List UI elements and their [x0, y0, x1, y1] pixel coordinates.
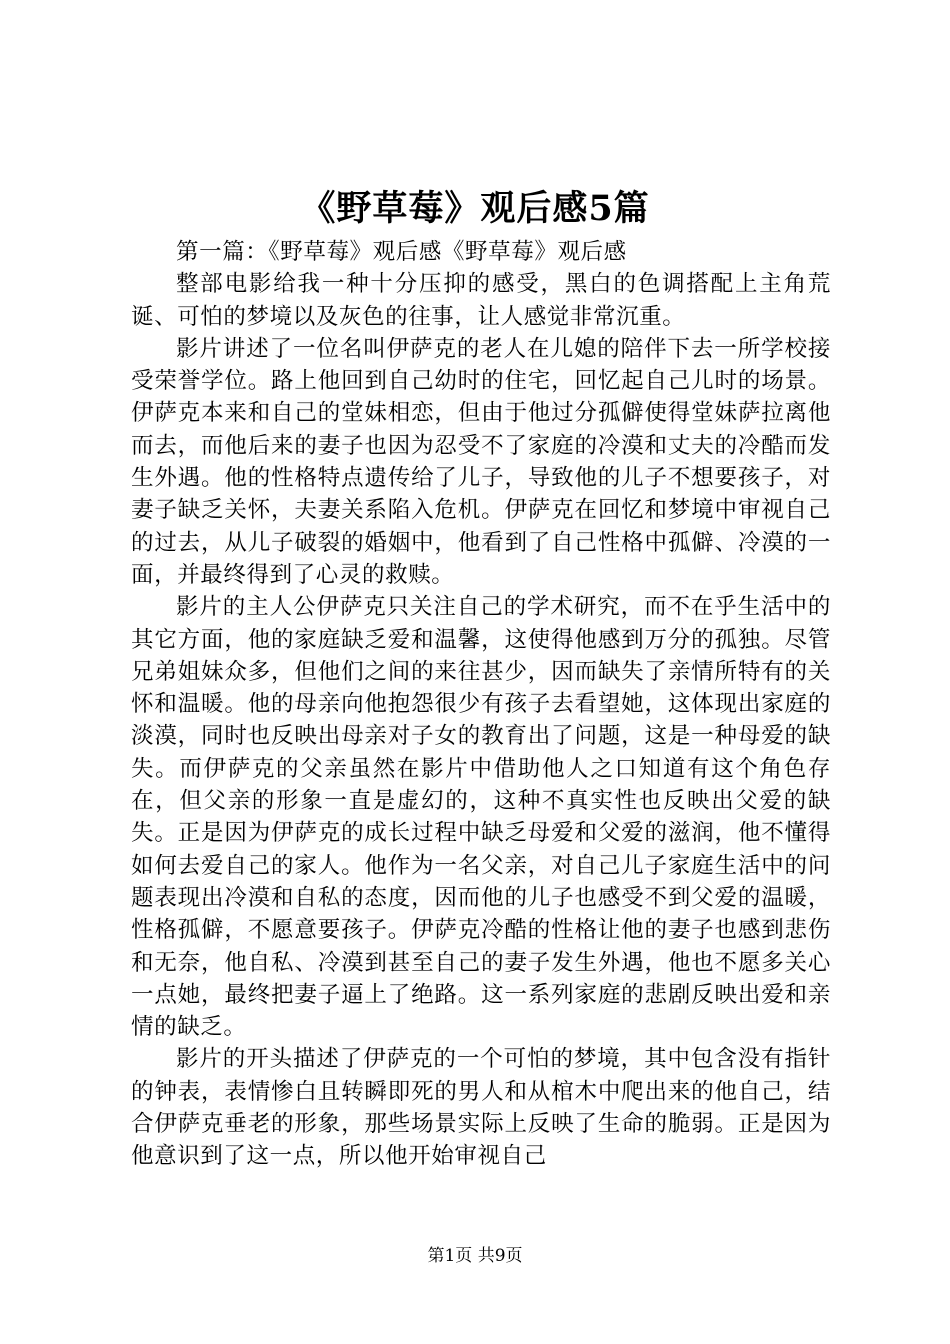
page-number: 第1页 共9页: [427, 1246, 523, 1266]
document-body: [131, 236, 831, 1173]
paragraph-heading: 第一篇：《野草莓》观后感《野草莓》观后感: [176, 239, 627, 265]
paragraph: 影片的主人公伊萨克只关注自己的学术研究，而不在乎生活中的其它方面，他的家庭缺乏爱和温馨，这使得他感到万分的孤独。尽管兄弟姐妹众多，但他们之间的来往甚少，因而缺失了亲情所特有的关怀和温暖。他的母亲向他抱怨很少有孩子去看望她，这体现出家庭的淡漠，同时也反映出母亲对子女的教育出了问题，这是一种母爱的缺失。而伊萨克的父亲虽然在影片中借助他人之口知道有这个角色存在，但父亲的形象一直是虚幻的，这种不真实性也反映出父爱的缺失。正是因为伊萨克的成长过程中缺乏母爱和父爱的滋润，他不懂得如何去爱自己的家人。他作为一名父亲，对自己儿子家庭生活中的问题表现出冷漠和自私的态度，因而他的儿子也感受不到父爱的温暖，性格孤僻，不愿意要孩子。伊萨克冷酷的性格让他的妻子也感到悲伤和无奈，他自私、冷漠到甚至自己的妻子发生外遇，他也不愿多关心一点她，最终把妻子逼上了绝路。这一系列家庭的悲剧反映出爱和亲情的缺乏。: [131, 594, 831, 1041]
paragraph: 整部电影给我一种十分压抑的感受，黑白的色调搭配上主角荒诞、可怕的梦境以及灰色的往事，让人感觉非常沉重。: [131, 271, 831, 330]
page-footer: [0, 1244, 950, 1268]
paragraph: 影片的开头描述了伊萨克的一个可怕的梦境，其中包含没有指针的钟表，表情惨白且转瞬即死的男人和从棺木中爬出来的他自己，结合伊萨克垂老的形象，那些场景实际上反映了生命的脆弱。正是因为他意识到了这一点，所以他开始审视自己: [131, 1046, 831, 1170]
page-title: 《野草莓》观后感5篇: [300, 188, 650, 229]
paragraph: 影片讲述了一位名叫伊萨克的老人在儿媳的陪伴下去一所学校接受荣誉学位。路上他回到自己幼时的住宅，回忆起自己儿时的场景。伊萨克本来和自己的堂妹相恋，但由于他过分孤僻使得堂妹萨拉离他而去，而他后来的妻子也因为忍受不了家庭的冷漠和丈夫的冷酷而发生外遇。他的性格特点遗传给了儿子，导致他的儿子不想要孩子，对妻子缺乏关怀，夫妻关系陷入危机。伊萨克在回忆和梦境中审视自己的过去，从儿子破裂的婚姻中，他看到了自己性格中孤僻、冷漠的一面，并最终得到了心灵的救赎。: [131, 335, 831, 588]
